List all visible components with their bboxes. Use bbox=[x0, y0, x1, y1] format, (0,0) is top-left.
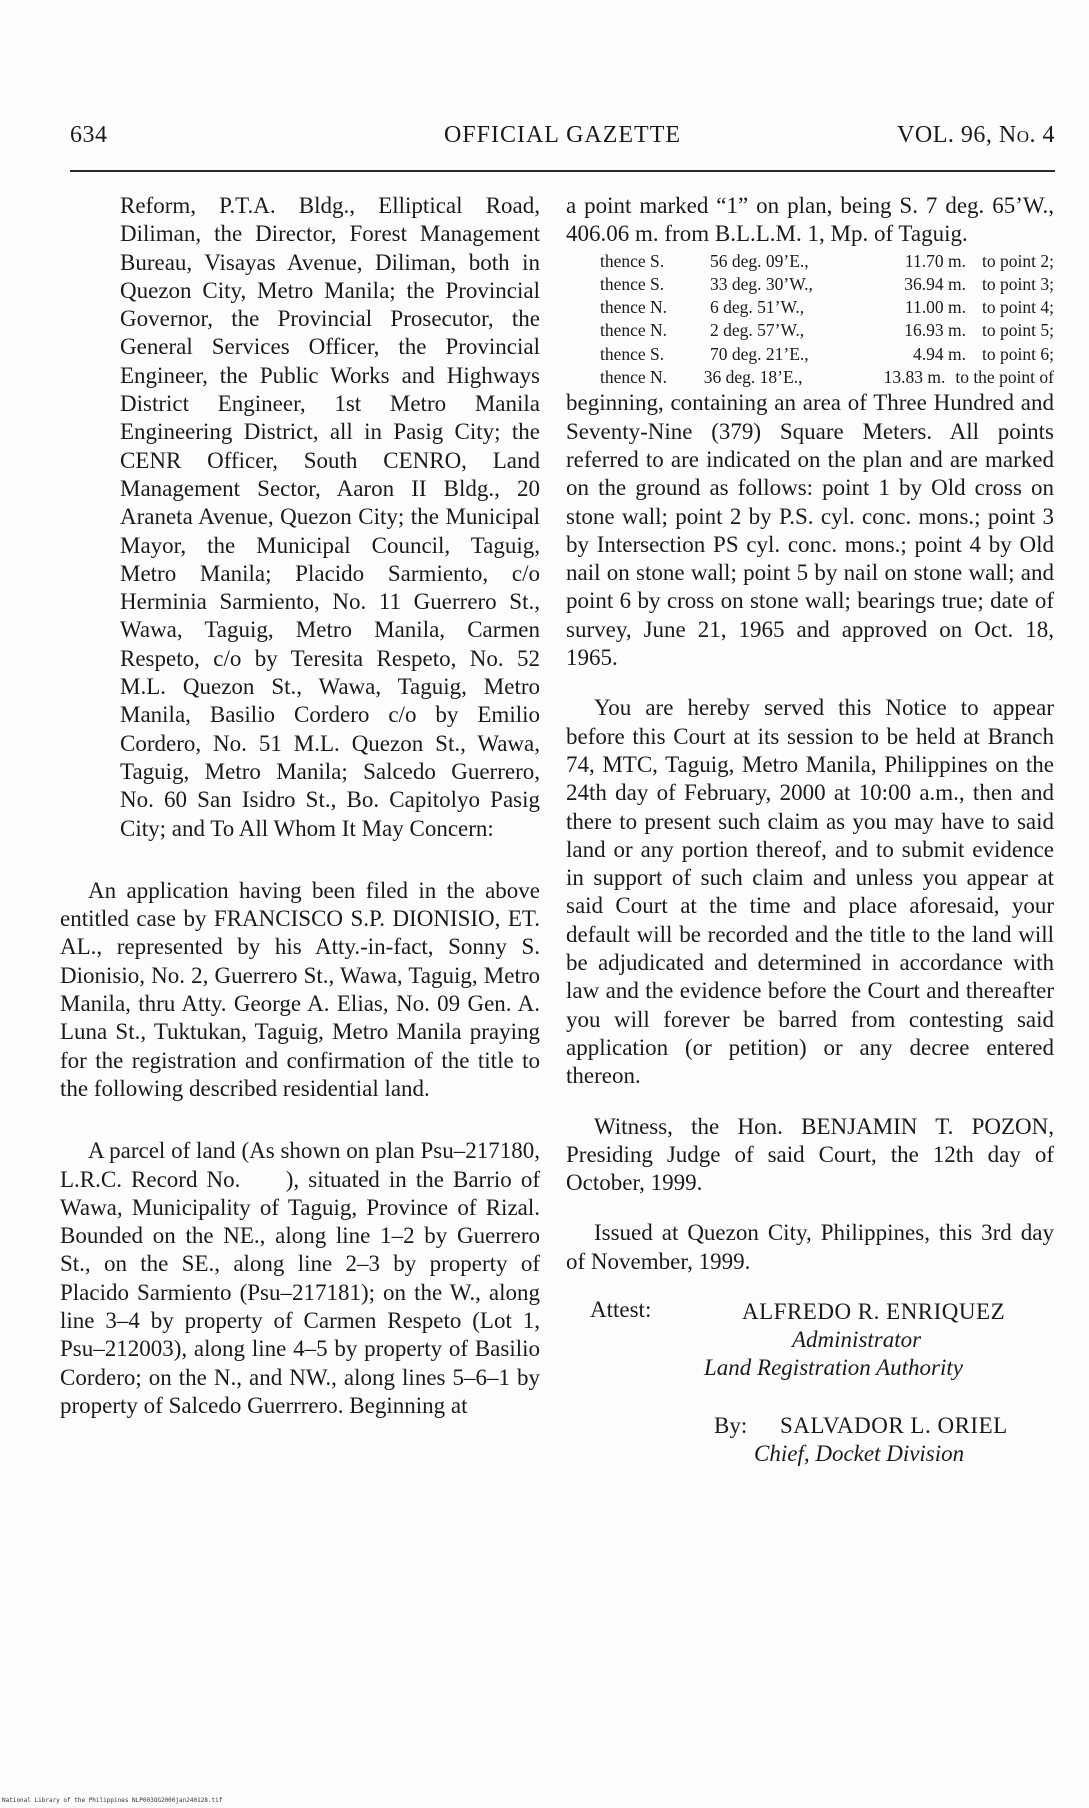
issued-paragraph: Issued at Quezon City, Philippines, this 3rd day of November, 1999. bbox=[566, 1220, 1054, 1274]
bearing-target: to point 5; bbox=[982, 320, 1054, 341]
bearing-direction: thence S. bbox=[600, 273, 665, 294]
bearing-target: to point 3; bbox=[982, 273, 1054, 294]
bearing-distance: 36.94 m. bbox=[904, 273, 966, 294]
judge-name: BENJAMIN T. POZON bbox=[801, 1113, 1049, 1139]
publication-title: OFFICIAL GAZETTE bbox=[443, 122, 682, 148]
scan-footer: National Library of the Philippines NLP003OG2000jan240128.tif bbox=[2, 1797, 223, 1804]
bearing-row bbox=[600, 343, 1054, 366]
signatory-title: Administrator bbox=[792, 1326, 922, 1352]
bearing-direction: thence S. bbox=[600, 250, 665, 271]
by-label: By: bbox=[714, 1412, 748, 1438]
bearing-direction: thence N. bbox=[600, 320, 668, 341]
addressee-list: Reform, P.T.A. Bldg., Elliptical Road, Diliman, the Director, Forest Management Bureau, Visayas Avenue, Diliman, both in Quezon City, Metro Manila; the Provincial Governor, the Provincial Prosecutor, the General Services Officer, the Provincial Engineer, the Public Works and Highways District Engineer, 1st Metro Manila Engineering District, all in Pasig City; the CENR Officer, South CENRO, Land Management Sector, Aaron II Bldg., 20 Araneta Avenue, Quezon City; the Municipal Mayor, the Municipal Council, Taguig, Metro Manila; Placido Sarmiento, c/o Herminia Sarmiento, No. 11 Guerrero St., Wawa, Taguig, Metro Manila, Carmen Respeto, c/o by Teresita Respeto, No. 52 M.L. Quezon St., Wawa, Taguig, Metro Manila, Basilio Cordero c/o by Emilio Cordero, No. 51 M.L. Quezon St., Wawa, Taguig, Metro Manila; Salcedo Guerrero, No. 60 San Isidro St., Bo. Capitolyo Pasig City; and To All Whom It May Concern: bbox=[120, 193, 540, 841]
witness-post: , Presiding Judge of said Court, the 12th day of October, 1999. bbox=[566, 1113, 1054, 1196]
bearing-distance: 11.00 m. bbox=[904, 297, 966, 318]
bearing-row bbox=[600, 273, 1054, 296]
bearing-distance: 11.70 m. bbox=[904, 250, 966, 271]
applicant-name: FRANCISCO S.P. DIONISIO, ET. AL. bbox=[60, 906, 541, 960]
signature-block bbox=[566, 1296, 1054, 1466]
bearing-distance: 4.94 m. bbox=[913, 343, 966, 364]
by-signatory-name: SALVADOR L. ORIEL bbox=[780, 1412, 1008, 1438]
bearing-angle: 2 deg. 57’W., bbox=[710, 320, 805, 341]
bearing-row bbox=[600, 319, 1054, 342]
attest-label: Attest: bbox=[590, 1296, 652, 1322]
notice-paragraph: You are hereby served this Notice to appear before this Court at its session to be held at Branch 74, MTC, Taguig, Metro Manila, Philippines on the 24th day of February, 2000 at 10:00 a.m., then and there to present such claim as you may have to said land or any portion thereof, and to submit evidence in support of such claim and unless you appear at said Court at the time and place aforesaid, your default will be recorded and the title to the land will be adjudicated and determined in accordance with law and the evidence before the Court and thereafter you will forever be barred from contesting said application (or petition) or any decree entered thereon. bbox=[566, 695, 1054, 1089]
by-signatory-title: Chief, Docket Division bbox=[754, 1440, 965, 1466]
bearing-target: to point 4; bbox=[982, 297, 1054, 318]
bearing-direction: thence N. bbox=[600, 367, 668, 388]
bearings-table bbox=[600, 250, 1054, 390]
bearing-target: to point 6; bbox=[982, 343, 1054, 364]
right-column bbox=[566, 192, 1054, 1466]
header-rule bbox=[70, 170, 1055, 172]
beginning-point: a point marked “1” on plan, being S. 7 deg. 65’W., 406.06 m. from B.L.L.M. 1, Mp. of Taguig. bbox=[566, 193, 1054, 247]
application-paragraph bbox=[60, 877, 540, 1103]
bearing-angle: 33 deg. 30’W., bbox=[710, 273, 813, 294]
parcel-description: A parcel of land (As shown on plan Psu–217180, L.R.C. Record No. ), situated in the Barrio of Wawa, Municipality of Taguig, Province of Rizal. Bounded on the NE., along line 1–2 by Guerrero St., on the SE., along line 2–3 by property of Placido Sarmiento (Psu–217181); on the W., along line 3–4 by property of Carmen Respeto (Lot 1, Psu–212003), along line 4–5 by property of Basilio Cordero; on the N., and NW., along lines 5–6–1 by property of Salcedo Guerrrero. Beginning at bbox=[60, 1138, 546, 1418]
bearing-direction: thence S. bbox=[600, 343, 665, 364]
bearing-distance: 16.93 m. bbox=[904, 320, 966, 341]
bearing-row bbox=[600, 250, 1054, 273]
bearing-angle: 6 deg. 51’W., bbox=[710, 297, 805, 318]
application-rest: , represented by his Atty.-in-fact, Sonny S. Dionisio, No. 2, Guerrero St., Wawa, Taguig, Metro Manila, thru Atty. George A. Elias, No. 09 Gen. A. Luna St., Tuktukan, Taguig, Metro Manila praying for the registration and confirmation of the title to the following described residential land. bbox=[60, 934, 540, 1101]
left-column bbox=[60, 192, 546, 1420]
page-header bbox=[70, 122, 1055, 154]
page-number: 634 bbox=[70, 122, 108, 148]
volume-number: VOL. 96, No. 4 bbox=[897, 122, 1055, 148]
bearing-target: to point 2; bbox=[982, 250, 1054, 271]
bearing-angle: 56 deg. 09’E., bbox=[710, 250, 809, 271]
bearing-angle: 70 deg. 21’E., bbox=[710, 343, 809, 364]
signatory-office: Land Registration Authority bbox=[704, 1354, 963, 1380]
bearing-angle: 36 deg. 18’E., bbox=[703, 367, 803, 388]
application-intro: An application having been filed in the above entitled case by bbox=[60, 877, 540, 932]
bearing-target: to the point of bbox=[955, 367, 1054, 388]
witness-paragraph bbox=[566, 1113, 1054, 1198]
bearing-direction: thence N. bbox=[600, 297, 668, 318]
bearing-row bbox=[600, 296, 1054, 319]
bearing-distance: 13.83 m. bbox=[883, 367, 946, 388]
signatory-name: ALFREDO R. ENRIQUEZ bbox=[742, 1298, 1006, 1324]
area-and-marks: beginning, containing an area of Three Hundred and Seventy-Nine (379) Square Meters. All points referred to are indicated on the plan and are marked on the ground as follows: point 1 by Old cross on stone wall; point 2 by P.S. cyl. conc. mons.; point 3 by Intersection PS cyl. conc. mons.; point 4 by Old nail on stone wall; point 5 by nail on stone wall; and point 6 by cross on stone wall; bearings true; date of survey, June 21, 1965 and approved on Oct. 18, 1965. bbox=[566, 390, 1054, 671]
bearing-row bbox=[600, 366, 1054, 389]
witness-pre: Witness, the Hon. bbox=[594, 1113, 783, 1139]
